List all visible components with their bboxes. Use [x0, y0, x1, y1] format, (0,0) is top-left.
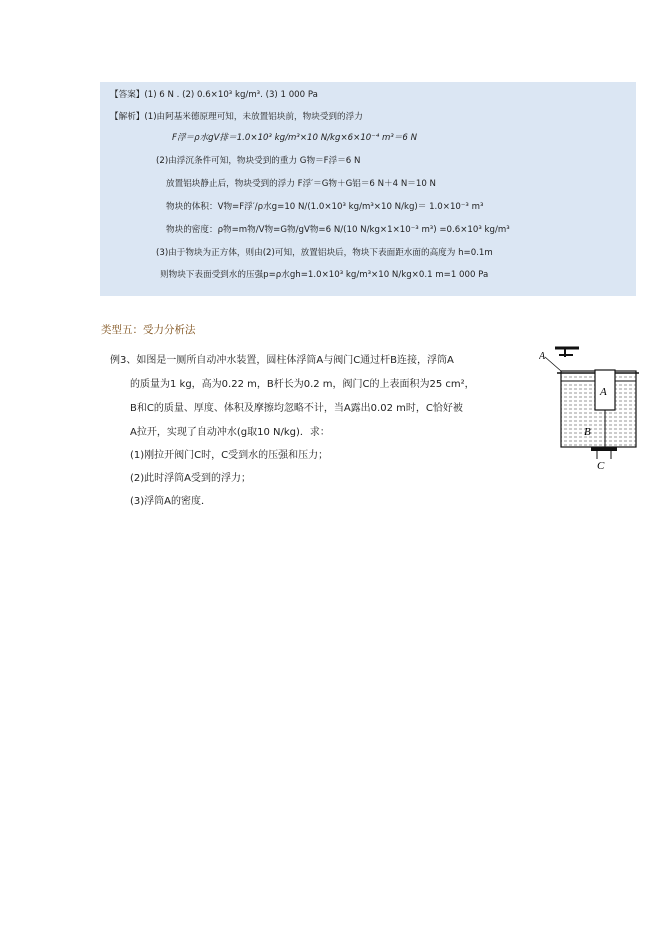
analysis-line: 则物块下表面受到水的压强p=ρ水gh=1.0×10³ kg/m³×10 N/kg×0.1 m=1 000 Pa — [160, 270, 489, 280]
label-a-top: A — [539, 351, 546, 362]
analysis-line: (2)由浮沉条件可知，物块受到的重力 G物＝F浮＝6 N — [156, 156, 361, 166]
flush-device-figure — [539, 343, 639, 473]
question-line: A拉开，实现了自动冲水(g取10 N/kg)．求： — [130, 427, 330, 438]
question-line: (2)此时浮筒A受到的浮力； — [130, 473, 252, 484]
question-line: 的质量为1 kg，高为0.22 m，B杆长为0.2 m，阀门C的上表面积为25 cm²， — [130, 379, 475, 390]
question-line: B和C的质量、厚度、体积及摩擦均忽略不计，当A露出0.02 m时，C恰好被 — [130, 403, 463, 414]
analysis-line: (3)由于物块为正方体，则由(2)可知，放置铝块后，物块下表面距水面的高度为 h=0.1m — [156, 248, 493, 258]
valve-c — [591, 447, 617, 451]
analysis-line: F浮＝ρ水gV排＝1.0×10³ kg/m³×10 N/kg×6×10⁻⁴ m³＝6 N — [172, 133, 418, 143]
section-title: 类型五：受力分析法 — [101, 324, 196, 336]
question-line: (1)刚拉开阀门C时，C受到水的压强和压力； — [130, 450, 329, 461]
label-c: C — [597, 460, 605, 472]
analysis-line: 物块的密度：ρ物=m物/V物=G物/gV物=6 N/(10 N/kg×1×10⁻³ m³) =0.6×10³ kg/m³ — [166, 225, 510, 235]
analysis-line: 【解析】(1)由阿基米德原理可知，未放置铝块前，物块受到的浮力 — [110, 112, 363, 122]
question-line: 例3、如图是一厕所自动冲水装置，圆柱体浮筒A与阀门C通过杆B连接，浮筒A — [110, 355, 454, 366]
label-b: B — [584, 426, 591, 438]
analysis-line: 放置铝块静止后，物块受到的浮力 F浮′＝G物＋G铝＝6 N＋4 N＝10 N — [166, 179, 436, 189]
label-a: A — [600, 386, 607, 398]
analysis-line: 物块的体积：V物=F浮′/ρ水g=10 N/(1.0×10³ kg/m³×10 N/kg)＝ 1.0×10⁻³ m³ — [166, 202, 484, 212]
question-line: (3)浮筒A的密度． — [130, 496, 212, 507]
answer-line: 【答案】(1) 6 N . (2) 0.6×10³ kg/m³. (3) 1 000 Pa — [110, 90, 318, 100]
